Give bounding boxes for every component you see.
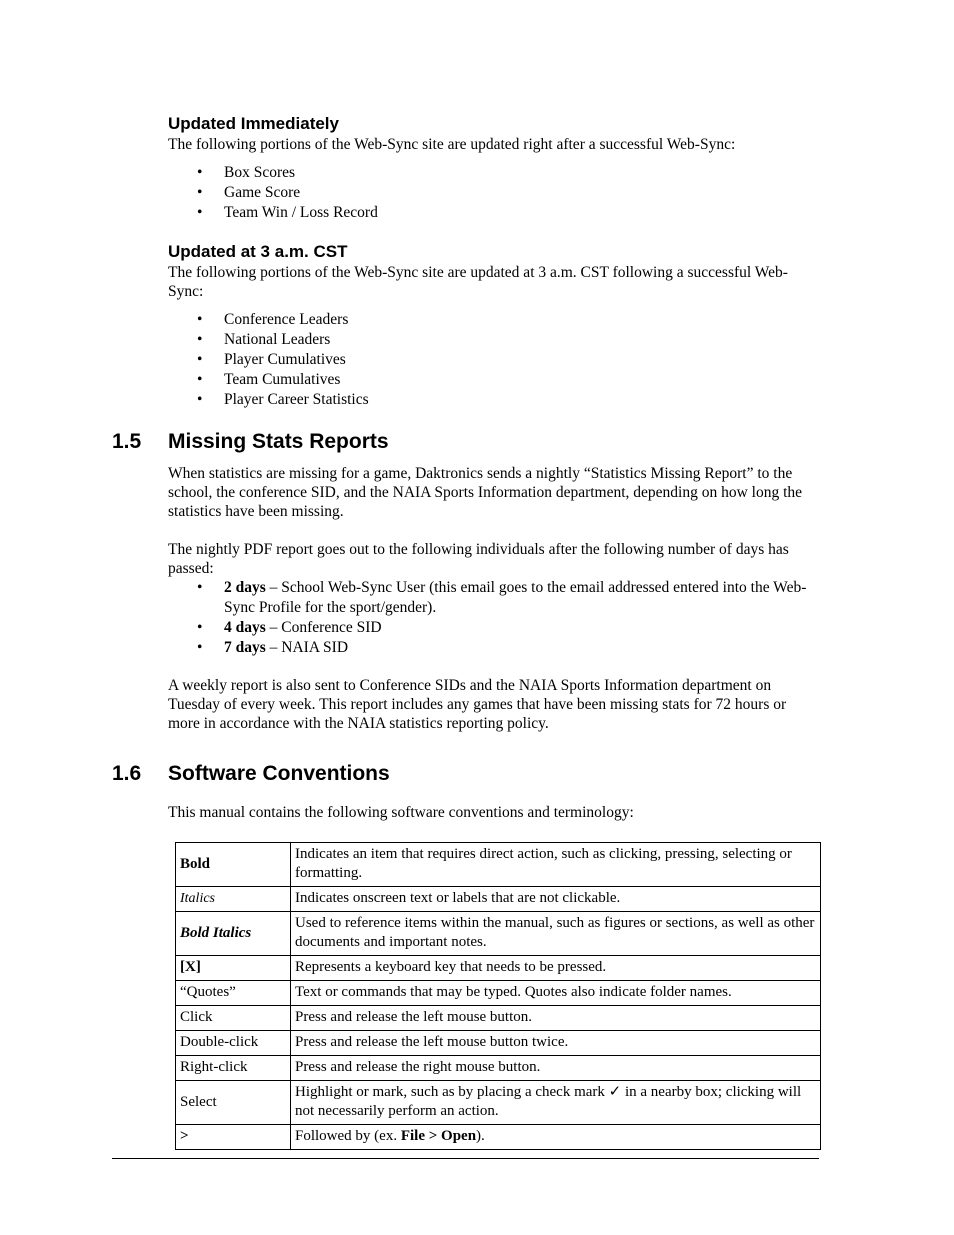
list-item	[168, 638, 808, 658]
footer-divider	[112, 1158, 819, 1159]
desc-text: Followed by (ex.	[295, 1128, 401, 1144]
desc-text: ).	[476, 1128, 485, 1144]
list-item: • Player Career Statistics	[168, 390, 808, 410]
term-cell: >	[176, 1125, 291, 1150]
missing-stats-para-3: A weekly report is also sent to Conference SIDs and the NAIA Sports Information department on Tuesday of every week. This report includes any games that have been missing stats for 72 hours or more in accordance with the NAIA statistics reporting policy.	[168, 677, 787, 732]
list-item	[168, 578, 808, 618]
days-label: 4 days	[224, 619, 266, 636]
intro-updated-immediately: The following portions of the Web-Sync site are updated right after a successful Web-Sync:	[168, 136, 736, 153]
description-cell: Highlight or mark, such as by placing a check mark ✓ in a nearby box; clicking will not necessarily perform an action.	[291, 1081, 821, 1125]
list-item: • Team Win / Loss Record	[168, 203, 808, 223]
table-row	[176, 1006, 821, 1031]
conventions-intro: This manual contains the following software conventions and terminology:	[168, 804, 634, 821]
term-cell: Double-click	[176, 1031, 291, 1056]
list-updated-immediately	[168, 163, 808, 223]
intro-updated-3am: The following portions of the Web-Sync site are updated at 3 a.m. CST following a successful Web-Sync:	[168, 264, 788, 300]
missing-stats-para-1: When statistics are missing for a game, Daktronics sends a nightly “Statistics Missing Report” to the school, the conference SID, and the NAIA Sports Information department, depending on how long the statistics have been missing.	[168, 465, 803, 520]
days-desc: – NAIA SID	[265, 639, 349, 656]
section-title: Software Conventions	[168, 762, 390, 785]
term-cell: Right-click	[176, 1056, 291, 1081]
table-row	[176, 1081, 821, 1125]
table-row	[176, 981, 821, 1006]
missing-stats-para-2: The nightly PDF report goes out to the following individuals after the following number of days has passed:	[168, 541, 789, 577]
description-cell: Indicates onscreen text or labels that are not clickable.	[291, 887, 821, 912]
list-missing-stats-days	[168, 578, 808, 658]
term-cell: Bold Italics	[176, 912, 291, 956]
description-cell: Text or commands that may be typed. Quotes also indicate folder names.	[291, 981, 821, 1006]
description-cell: Press and release the left mouse button.	[291, 1006, 821, 1031]
list-item: • Box Scores	[168, 163, 808, 183]
table-row	[176, 1125, 821, 1150]
table-row	[176, 956, 821, 981]
list-item	[168, 618, 808, 638]
section-number: 1.5	[112, 430, 142, 453]
heading-updated-immediately: Updated Immediately	[168, 114, 339, 133]
days-label: 7 days	[224, 639, 266, 656]
table-row	[176, 1056, 821, 1081]
list-updated-3am	[168, 310, 808, 410]
list-item: • Player Cumulatives	[168, 350, 808, 370]
list-item: • Game Score	[168, 183, 808, 203]
days-desc: – Conference SID	[265, 619, 382, 636]
table-row	[176, 912, 821, 956]
description-cell: Used to reference items within the manual, such as figures or sections, as well as other documents and important notes.	[291, 912, 821, 956]
conventions-table	[175, 842, 821, 1150]
section-number: 1.6	[112, 762, 142, 785]
description-cell: Indicates an item that requires direct action, such as clicking, pressing, selecting or formatting.	[291, 843, 821, 887]
term-cell: Bold	[176, 843, 291, 887]
term-cell: [X]	[176, 956, 291, 981]
heading-missing-stats	[112, 429, 389, 455]
list-item: • Conference Leaders	[168, 310, 808, 330]
list-item: • Team Cumulatives	[168, 370, 808, 390]
description-cell: Press and release the left mouse button twice.	[291, 1031, 821, 1056]
term-cell: “Quotes”	[176, 981, 291, 1006]
list-item: • National Leaders	[168, 330, 808, 350]
term-cell: Click	[176, 1006, 291, 1031]
description-cell: Press and release the right mouse button.	[291, 1056, 821, 1081]
term-cell: Italics	[176, 887, 291, 912]
table-row	[176, 843, 821, 887]
days-desc: – School Web-Sync User (this email goes to the email addressed entered into the Web-Sync Profile for the sport/gender).	[224, 579, 807, 616]
heading-updated-3am: Updated at 3 a.m. CST	[168, 242, 348, 261]
description-cell: Represents a keyboard key that needs to be pressed.	[291, 956, 821, 981]
section-title: Missing Stats Reports	[168, 430, 389, 453]
term-cell: Select	[176, 1081, 291, 1125]
table-row	[176, 887, 821, 912]
table-row	[176, 1031, 821, 1056]
desc-bold-text: File > Open	[400, 1128, 477, 1144]
description-cell	[291, 1125, 821, 1150]
heading-software-conventions	[112, 761, 390, 787]
days-label: 2 days	[224, 579, 266, 596]
